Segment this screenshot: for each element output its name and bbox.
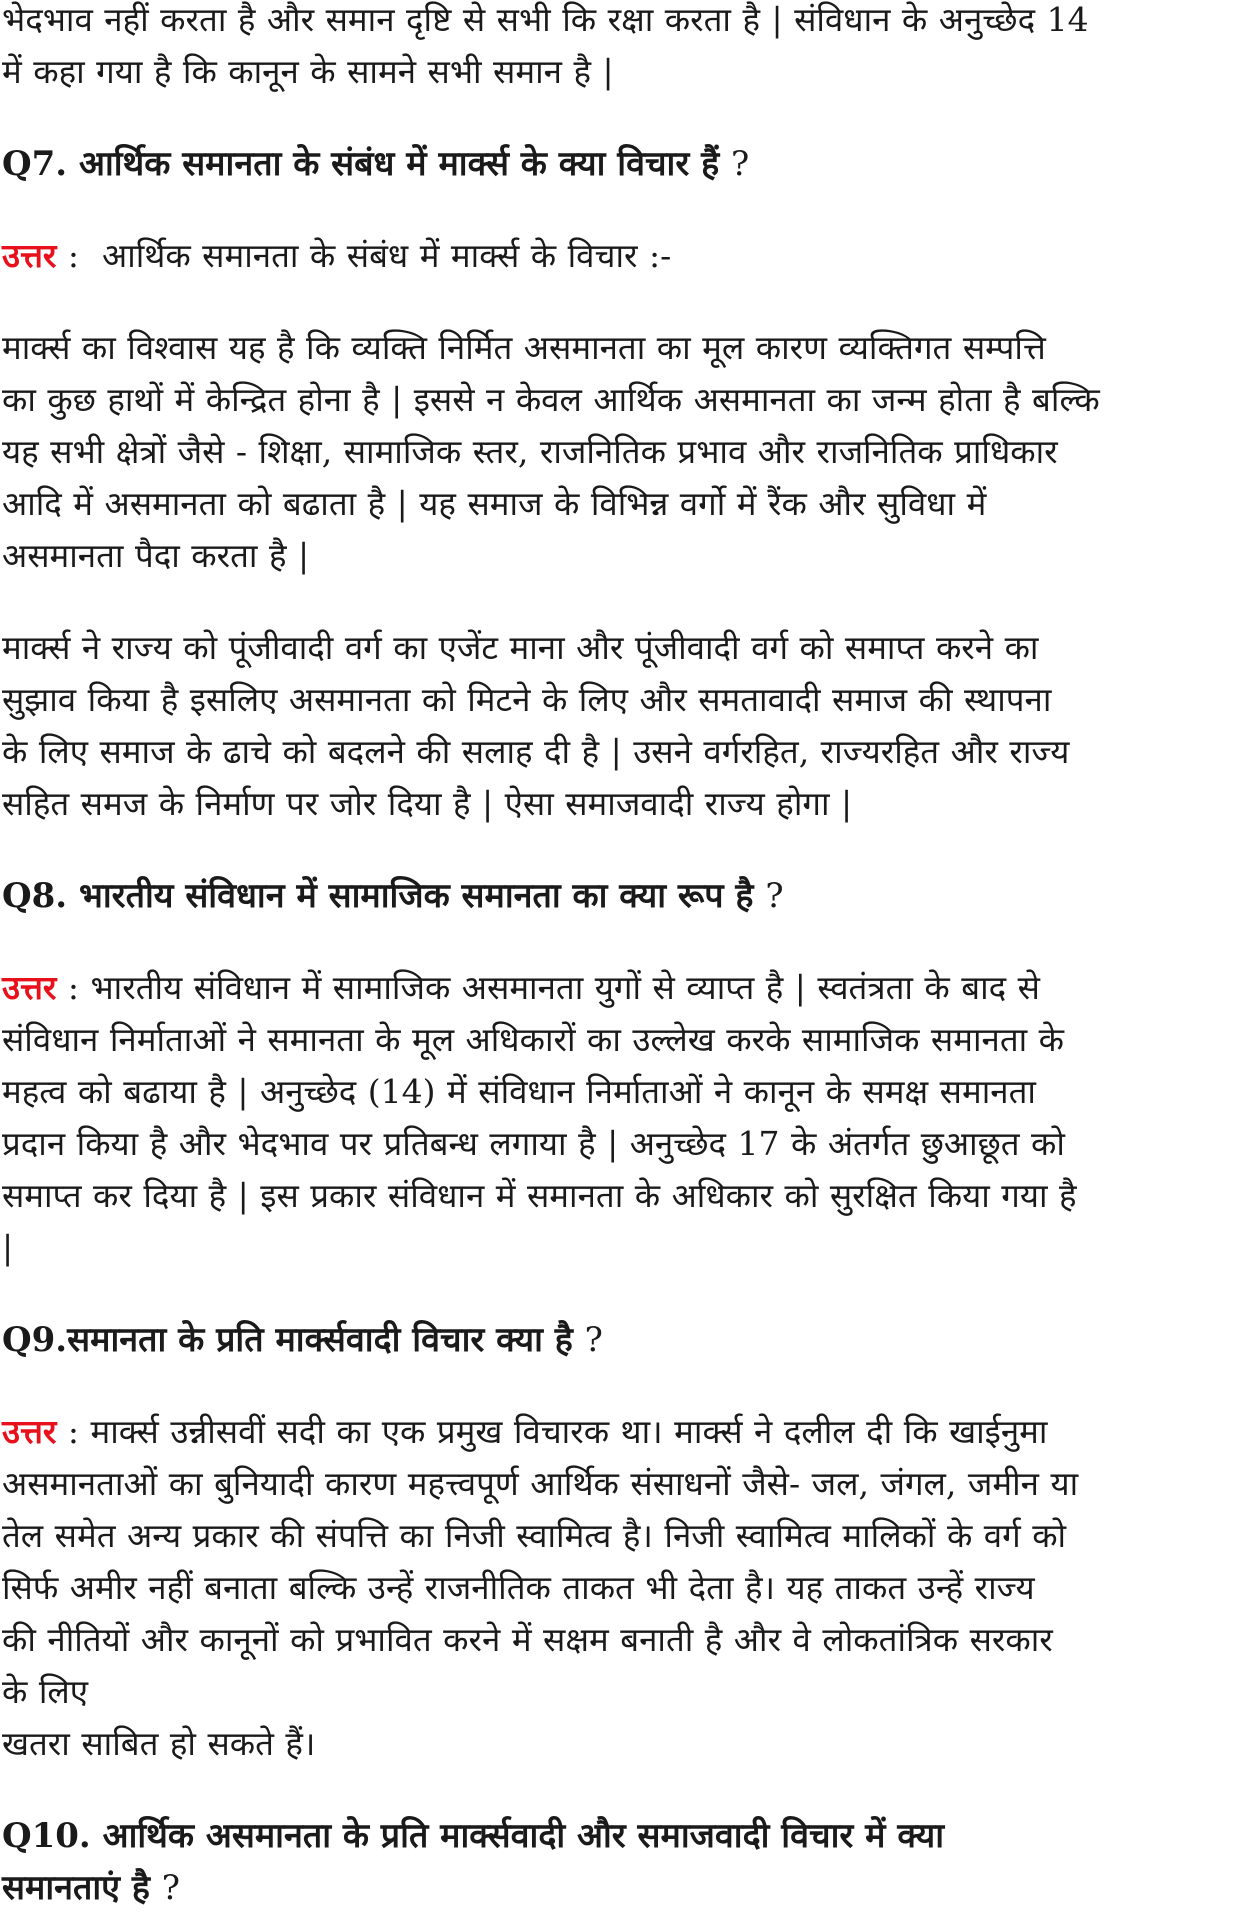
paragraph-line: के लिए समाज के ढाचे को बदलने की सलाह दी है | उसने वर्गरहित, राज्यरहित और राज्य [2,732,1070,771]
question-q10 [2,1810,1247,1914]
answer-line: की नीतियों और कानूनों को प्रभावित करने में सक्षम बनाती है और वे लोकतांत्रिक सरकार [2,1620,1053,1659]
intro-paragraph [2,0,1247,98]
question-q8 [2,870,1247,922]
answer-line: प्रदान किया है और भेदभाव पर प्रतिबन्ध लगाया है | अनुच्छेद 17 के अंतर्गत छुआछूत को [2,1124,1065,1163]
answer-line: खतरा साबित हो सकते हैं। [2,1724,316,1763]
answer-heading-text: आर्थिक समानता के संबंध में मार्क्स के विचार :- [101,236,672,275]
spacer [2,830,1247,870]
spacer [2,282,1247,322]
answer-line: समाप्त कर दिया है | इस प्रकार संविधान में समानता के अधिकार को सुरक्षित किया गया है [2,1176,1077,1215]
intro-line: भेदभाव नहीं करता है और समान दृष्टि से सभी कि रक्षा करता है | संविधान के अनुच्छेद 14 [2,0,1089,39]
answer-text: : मार्क्स उन्नीसवीं सदी का एक प्रमुख विचारक था। मार्क्स ने दलील दी कि खाईनुमा [56,1412,1048,1451]
answer-label: उत्तर [2,236,57,275]
spacer [2,582,1247,622]
spacer [2,922,1247,962]
answer-line: | [2,1228,14,1267]
answer-line [2,1406,1247,1458]
paragraph-line: असमानता पैदा करता है | [2,536,310,575]
paragraph-line: सहित समज के निर्माण पर जोर दिया है | ऐसा समाजवादी राज्य होगा | [2,784,853,823]
question-text: भारतीय संविधान में सामाजिक समानता का क्या रूप है [78,876,754,916]
answer-q8 [2,962,1247,1274]
question-line [2,1810,1247,1862]
answer-line: सिर्फ अमीर नहीं बनाता बल्कि उन्हें राजनीतिक ताकत भी देता है। यह ताकत उन्हें राज्य [2,1568,1035,1607]
question-mark: ? [584,1320,603,1360]
spacer [2,1274,1247,1314]
answer-line: महत्व को बढाया है | अनुच्छेद (14) में संविधान निर्माताओं ने कानून के समक्ष समानता [2,1072,1036,1111]
question-q7 [2,138,1247,190]
question-text: आर्थिक असमानता के प्रति मार्क्सवादी और समाजवादी विचार में क्या [102,1816,945,1856]
spacer [2,190,1247,230]
spacer [2,1366,1247,1406]
answer-line [2,962,1247,1014]
answer-label: उत्तर [2,968,57,1007]
question-number: Q8. [2,876,68,916]
spacer [2,98,1247,138]
paragraph-line: मार्क्स ने राज्य को पूंजीवादी वर्ग का एजेंट माना और पूंजीवादी वर्ग को समाप्त करने का [2,628,1039,667]
answer-line: के लिए [2,1672,89,1711]
question-mark: ? [731,144,750,184]
answer-q7-paragraph-1 [2,322,1247,582]
question-q9 [2,1314,1247,1366]
paragraph-line: का कुछ हाथों में केन्द्रित होना है | इससे न केवल आर्थिक असमानता का जन्म होता है बल्कि [2,380,1100,419]
answer-text: : भारतीय संविधान में सामाजिक असमानता युगों से व्याप्त है | स्वतंत्रता के बाद से [56,968,1040,1007]
answer-q7-heading [2,230,1247,282]
intro-line: में कहा गया है कि कानून के सामने सभी समान है | [2,52,614,91]
question-mark: ? [161,1868,180,1908]
question-number: Q7. [2,144,68,184]
answer-label: उत्तर [2,1412,57,1451]
answer-line: असमानताओं का बुनियादी कारण महत्त्वपूर्ण आर्थिक संसाधनों जैसे- जल, जंगल, जमीन या [2,1464,1079,1503]
paragraph-line: मार्क्स का विश्वास यह है कि व्यक्ति निर्मित असमानता का मूल कारण व्यक्तिगत सम्पत्ति [2,328,1046,367]
question-text: आर्थिक समानता के संबंध में मार्क्स के क्या विचार हैं [78,144,720,184]
answer-q9 [2,1406,1247,1770]
question-mark: ? [765,876,784,916]
question-number: Q9. [2,1320,68,1360]
answer-q7-paragraph-2 [2,622,1247,830]
paragraph-line: यह सभी क्षेत्रों जैसे - शिक्षा, सामाजिक स्तर, राजनितिक प्रभाव और राजनितिक प्राधिकार [2,432,1058,471]
question-text: समानताएं है [2,1868,150,1908]
answer-separator: : [56,236,102,275]
paragraph-line: सुझाव किया है इसलिए असमानता को मिटने के लिए और समतावादी समाज की स्थापना [2,680,1052,719]
answer-line: संविधान निर्माताओं ने समानता के मूल अधिकारों का उल्लेख करके सामाजिक समानता के [2,1020,1065,1059]
question-text: समानता के प्रति मार्क्सवादी विचार क्या है [67,1320,573,1360]
spacer [2,1770,1247,1810]
paragraph-line: आदि में असमानता को बढाता है | यह समाज के विभिन्न वर्गो में रैंक और सुविधा में [2,484,987,523]
question-number: Q10. [2,1816,91,1856]
question-line [2,1862,1247,1914]
answer-line: तेल समेत अन्य प्रकार की संपत्ति का निजी स्वामित्व है। निजी स्वामित्व मालिकों के वर्ग को [2,1516,1067,1555]
